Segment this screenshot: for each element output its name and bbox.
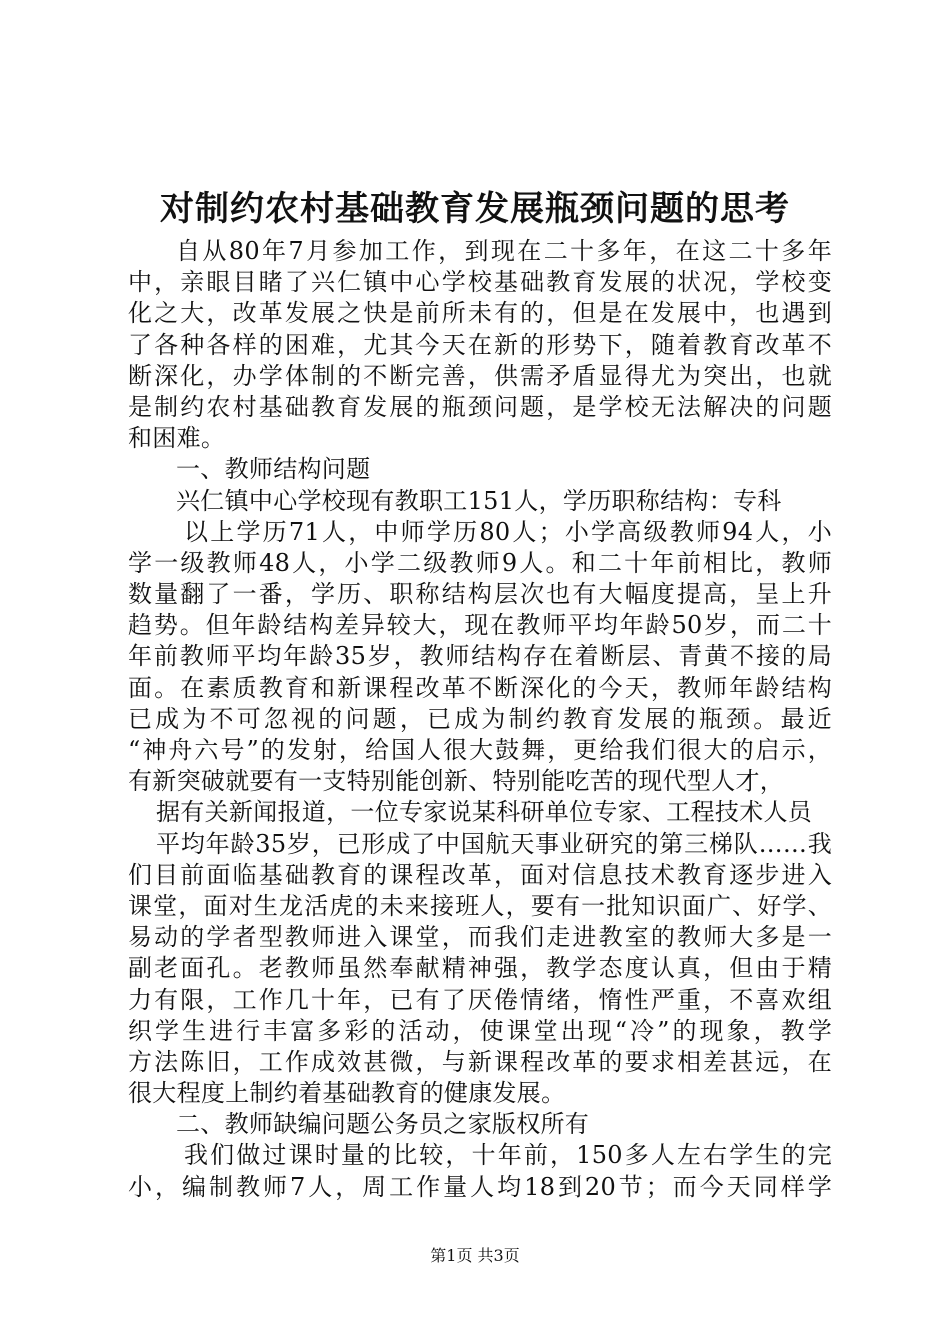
paragraph-line: 断深化，办学体制的不断完善，供需矛盾显得尤为突出，也就 xyxy=(128,361,832,390)
paragraph-line: 数量翻了一番，学历、职称结构层次也有大幅度提高，呈上升 xyxy=(128,580,832,609)
section-heading: 一、教师结构问题 xyxy=(176,455,371,484)
paragraph-line: 副老面孔。老教师虽然奉献精神强，教学态度认真，但由于精 xyxy=(128,954,832,983)
paragraph-line: 们目前面临基础教育的课程改革，面对信息技术教育逐步进入 xyxy=(128,860,832,889)
section-heading: 二、教师缺编问题公务员之家版权所有 xyxy=(176,1110,590,1139)
paragraph-line: 已成为不可忽视的问题，已成为制约教育发展的瓶颈。最近 xyxy=(128,704,832,733)
paragraph-line: 是制约农村基础教育发展的瓶颈问题，是学校无法解决的问题 xyxy=(128,392,832,421)
paragraph-line: 织学生进行丰富多彩的活动，使课堂出现“冷”的现象，教学 xyxy=(128,1016,832,1045)
page-number: 第1页 共3页 xyxy=(430,1246,520,1265)
paragraph-line: 学一级教师48人，小学二级教师9人。和二十年前相比，教师 xyxy=(128,548,832,577)
paragraph-line: 课堂，面对生龙活虎的未来接班人，要有一批知识面广、好学、 xyxy=(128,891,832,920)
paragraph-line: 方法陈旧，工作成效甚微，与新课程改革的要求相差甚远，在 xyxy=(128,1047,832,1076)
paragraph-line: 趋势。但年龄结构差异较大，现在教师平均年龄50岁，而二十 xyxy=(128,611,832,640)
document-body xyxy=(128,236,832,1203)
paragraph-line: 年前教师平均年龄35岁，教师结构存在着断层、青黄不接的局 xyxy=(128,642,832,671)
paragraph-line: 中，亲眼目睹了兴仁镇中心学校基础教育发展的状况，学校变 xyxy=(128,268,832,297)
paragraph-line: 很大程度上制约着基础教育的健康发展。 xyxy=(128,1079,566,1108)
paragraph-line: 平均年龄35岁，已形成了中国航天事业研究的第三梯队……我 xyxy=(156,829,832,858)
paragraph-line: 小，编制教师7人，周工作量人均18到20节；而今天同样学 xyxy=(128,1172,832,1201)
paragraph-line: 有新突破就要有一支特别能创新、特别能吃苦的现代型人才， xyxy=(128,767,785,796)
paragraph-line: 和困难。 xyxy=(128,424,226,453)
paragraph-line: 据有关新闻报道，一位专家说某科研单位专家、工程技术人员 xyxy=(156,798,813,827)
paragraph-line: 力有限，工作几十年，已有了厌倦情绪，惰性严重，不喜欢组 xyxy=(128,985,832,1014)
paragraph-line: 我们做过课时量的比较，十年前，150多人左右学生的完 xyxy=(184,1141,832,1170)
paragraph-line: 化之大，改革发展之快是前所未有的，但是在发展中，也遇到 xyxy=(128,299,832,328)
paragraph-line: 以上学历71人，中师学历80人；小学高级教师94人，小 xyxy=(184,517,832,546)
paragraph-line: 兴仁镇中心学校现有教职工151人，学历职称结构：专科 xyxy=(176,486,782,515)
document-title: 对制约农村基础教育发展瓶颈问题的思考 xyxy=(160,189,790,229)
paragraph-line: 自从80年7月参加工作，到现在二十多年，在这二十多年 xyxy=(176,237,832,265)
paragraph-line: “神舟六号”的发射，给国人很大鼓舞，更给我们很大的启示， xyxy=(128,736,832,764)
paragraph-line: 易动的学者型教师进入课堂，而我们走进教室的教师大多是一 xyxy=(128,923,832,952)
paragraph-line: 了各种各样的困难，尤其今天在新的形势下，随着教育改革不 xyxy=(128,330,832,359)
paragraph-line: 面。在素质教育和新课程改革不断深化的今天，教师年龄结构 xyxy=(128,673,832,702)
